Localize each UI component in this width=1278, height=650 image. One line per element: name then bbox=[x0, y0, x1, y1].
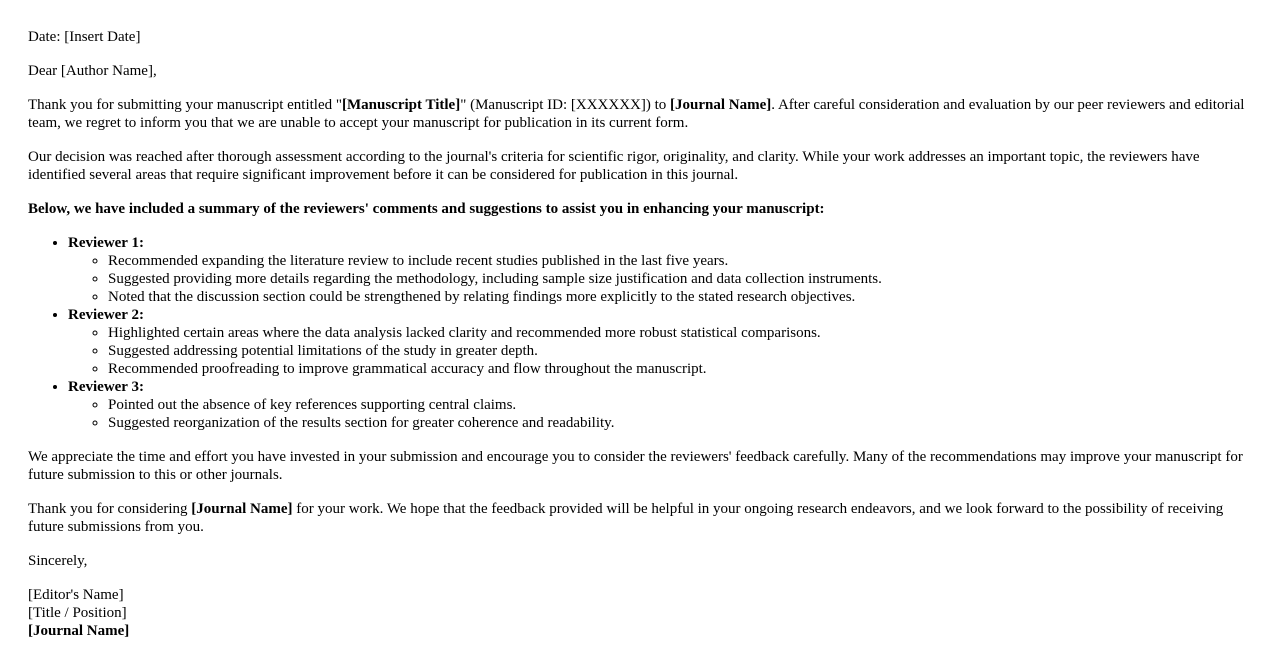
editor-title: [Title / Position] bbox=[28, 605, 127, 621]
comment-item: ◦ Highlighted certain areas where the data analysis lacked clarity and recommended more robust statistical comparisons. bbox=[108, 324, 1250, 342]
intro-text-3: . After careful consideration and evaluation by our peer reviewers and editorial team, we regret to inform you that we are unable to accept your manuscript for publication in its current form. bbox=[28, 97, 1245, 131]
date-line: Date: [Insert Date] bbox=[28, 29, 141, 45]
appreciation-paragraph: We appreciate the time and effort you have invested in your submission and encourage you to consider the reviewers' feedback carefully. Many of the recommendations may improve your manuscript for future submission to this or other journals. bbox=[28, 449, 1243, 483]
reviewer-label: Reviewer 1: bbox=[68, 235, 144, 251]
comment-item: ◦ Noted that the discussion section could be strengthened by relating findings more explicitly to the stated research objectives. bbox=[108, 288, 1250, 306]
reviewer-label: Reviewer 3: bbox=[68, 379, 144, 395]
reviewer-item bbox=[68, 234, 1250, 306]
summary-heading bbox=[28, 200, 1250, 218]
intro-paragraph bbox=[28, 96, 1250, 132]
reviewer-comments bbox=[68, 396, 1250, 432]
comment-item: ◦ Suggested reorganization of the results section for greater coherence and readability. bbox=[108, 414, 1250, 432]
comment-item: ◦ Recommended expanding the literature review to include recent studies published in the last five years. bbox=[108, 252, 1250, 270]
comment-item: ◦ Recommended proofreading to improve grammatical accuracy and flow throughout the manuscript. bbox=[108, 360, 1250, 378]
reviewer-list bbox=[28, 234, 1250, 432]
reviewer-item bbox=[68, 306, 1250, 378]
thanks-text-2: for your work. We hope that the feedback provided will be helpful in your ongoing research endeavors, and we look forward to the possibility of receiving future submissions from you. bbox=[28, 501, 1224, 535]
closing: Sincerely, bbox=[28, 553, 88, 569]
manuscript-title: [Manuscript Title] bbox=[342, 97, 461, 113]
signature-block bbox=[28, 586, 1250, 640]
decision-paragraph: Our decision was reached after thorough assessment according to the journal's criteria for scientific rigor, originality, and clarity. While your work addresses an important topic, the reviewers have identified several areas that require significant improvement before it can be considered for publication in this journal. bbox=[28, 149, 1200, 183]
thanks-text-1: Thank you for considering bbox=[28, 501, 192, 517]
reviewer-comments bbox=[68, 252, 1250, 306]
signature-journal-name: [Journal Name] bbox=[28, 623, 130, 639]
thanks-paragraph bbox=[28, 500, 1250, 536]
reviewer-comments bbox=[68, 324, 1250, 378]
reviewer-label: Reviewer 2: bbox=[68, 307, 144, 323]
summary-heading-text: Below, we have included a summary of the reviewers' comments and suggestions to assist you in enhancing your manuscript: bbox=[28, 201, 825, 217]
journal-name: [Journal Name] bbox=[191, 501, 293, 517]
comment-item: ◦ Suggested addressing potential limitations of the study in greater depth. bbox=[108, 342, 1250, 360]
comment-item: ◦ Suggested providing more details regarding the methodology, including sample size justification and data collection instruments. bbox=[108, 270, 1250, 288]
intro-text-1: Thank you for submitting your manuscript entitled " bbox=[28, 97, 342, 113]
intro-text-2: " (Manuscript ID: [XXXXXX]) to bbox=[460, 97, 671, 113]
comment-item: ◦ Pointed out the absence of key references supporting central claims. bbox=[108, 396, 1250, 414]
reviewer-item bbox=[68, 378, 1250, 432]
editor-name: [Editor's Name] bbox=[28, 587, 124, 603]
salutation: Dear [Author Name], bbox=[28, 63, 157, 79]
journal-name: [Journal Name] bbox=[670, 97, 772, 113]
